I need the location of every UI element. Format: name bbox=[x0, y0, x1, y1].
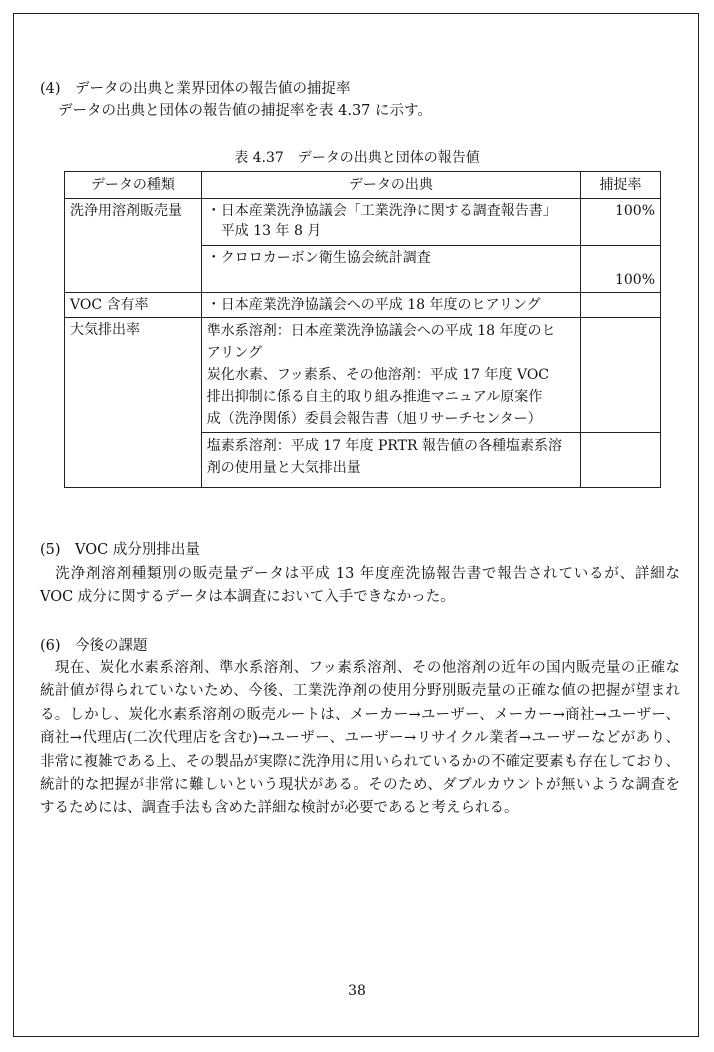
paragraph-line: するためには、調査手法も含めた詳細な検討が必要であると考えられる。 bbox=[40, 800, 519, 817]
section-5-heading: (5) VOC 成分別排出量 bbox=[40, 542, 200, 558]
source-line: 平成 13 年 8 月 bbox=[206, 223, 322, 239]
header-data-source: データの出典 bbox=[201, 172, 580, 199]
rate-cell bbox=[581, 293, 661, 318]
source-line: 成（洗浄関係）委員会報告書（旭リサーチセンター） bbox=[206, 411, 542, 427]
rate-cell bbox=[581, 433, 661, 488]
source-line: アリング bbox=[206, 345, 262, 361]
paragraph-line: 現在、炭化水素系溶剤、準水系溶剤、フッ素系溶剤、その他溶剤の近年の国内販売量の正確な bbox=[40, 660, 680, 676]
header-data-type: データの種類 bbox=[65, 172, 202, 199]
source-cell bbox=[201, 433, 580, 488]
source-line: 塩素系溶剤：平成 17 年度 PRTR 報告値の各種塩素系溶 bbox=[206, 438, 562, 454]
rate-cell bbox=[581, 318, 661, 433]
page-number: 38 bbox=[348, 983, 366, 999]
source-line: 炭化水素、フッ素系、その他溶剤：平成 17 年度 VOC bbox=[206, 367, 550, 383]
section-4-heading: (4) データの出典と業界団体の報告値の捕捉率 bbox=[40, 81, 351, 97]
section-6-body bbox=[40, 657, 680, 821]
source-line: ・日本産業洗浄協議会への平成 18 年度のヒアリング bbox=[206, 297, 541, 313]
paragraph-line: VOC 成分に関するデータは本調査において入手できなかった。 bbox=[40, 589, 455, 606]
table-header-row bbox=[65, 172, 661, 199]
section-5-body bbox=[40, 563, 680, 610]
table-row bbox=[65, 199, 661, 246]
header-capture-rate: 捕捉率 bbox=[581, 172, 661, 199]
row-type: 洗浄用溶剤販売量 bbox=[65, 199, 202, 293]
table-row bbox=[65, 293, 661, 318]
rate-cell: 100% bbox=[581, 199, 661, 246]
source-cell bbox=[201, 199, 580, 246]
paragraph-line: 商社→代理店(二次代理店を含む)→ユーザー、ユーザー→リサイクル業者→ユーザーなどがあり、 bbox=[40, 730, 680, 747]
source-cell bbox=[201, 246, 580, 293]
paragraph-line: 洗浄剤溶剤種類別の販売量データは平成 13 年度産洗協報告書で報告されているが、詳細な bbox=[40, 566, 680, 582]
source-line: 排出抑制に係る自主的取り組み推進マニュアル原案作 bbox=[206, 389, 543, 405]
paragraph-line: 非常に複雑である上、その製品が実際に洗浄用に用いられているかの不確定要素も存在しており、 bbox=[40, 753, 680, 770]
source-line: ・日本産業洗浄協議会「工業洗浄に関する調査報告書」 bbox=[206, 203, 557, 219]
paragraph-line: 統計値が得られていないため、今後、工業洗浄剤の使用分野別販売量の正確な値の把握が望まれ bbox=[40, 683, 680, 700]
table-row bbox=[65, 318, 661, 433]
rate-cell: 100% bbox=[581, 246, 661, 293]
row-type: 大気排出率 bbox=[65, 318, 202, 488]
source-line: 剤の使用量と大気排出量 bbox=[206, 460, 361, 476]
source-cell bbox=[201, 293, 580, 318]
row-type: VOC 含有率 bbox=[65, 293, 202, 318]
paragraph-line: る。しかし、炭化水素系溶剤の販売ルートは、メーカー→ユーザー、メーカー→商社→ユーザー、 bbox=[40, 706, 680, 723]
source-line: ・クロロカーボン衛生協会統計調査 bbox=[206, 250, 431, 266]
section-6-heading: (6) 今後の課題 bbox=[40, 638, 148, 654]
paragraph-line: 統計的な把握が非常に難しいという現状がある。そのため、ダブルカウントが無いような調査を bbox=[40, 777, 680, 794]
sources-table bbox=[64, 171, 661, 488]
section-4-intro: データの出典と団体の報告値の捕捉率を表 4.37 に示す。 bbox=[58, 103, 432, 119]
source-line: 準水系溶剤：日本産業洗浄協議会への平成 18 年度のヒ bbox=[206, 323, 556, 339]
table-caption: 表 4.37 データの出典と団体の報告値 bbox=[234, 150, 480, 166]
source-cell bbox=[201, 318, 580, 433]
